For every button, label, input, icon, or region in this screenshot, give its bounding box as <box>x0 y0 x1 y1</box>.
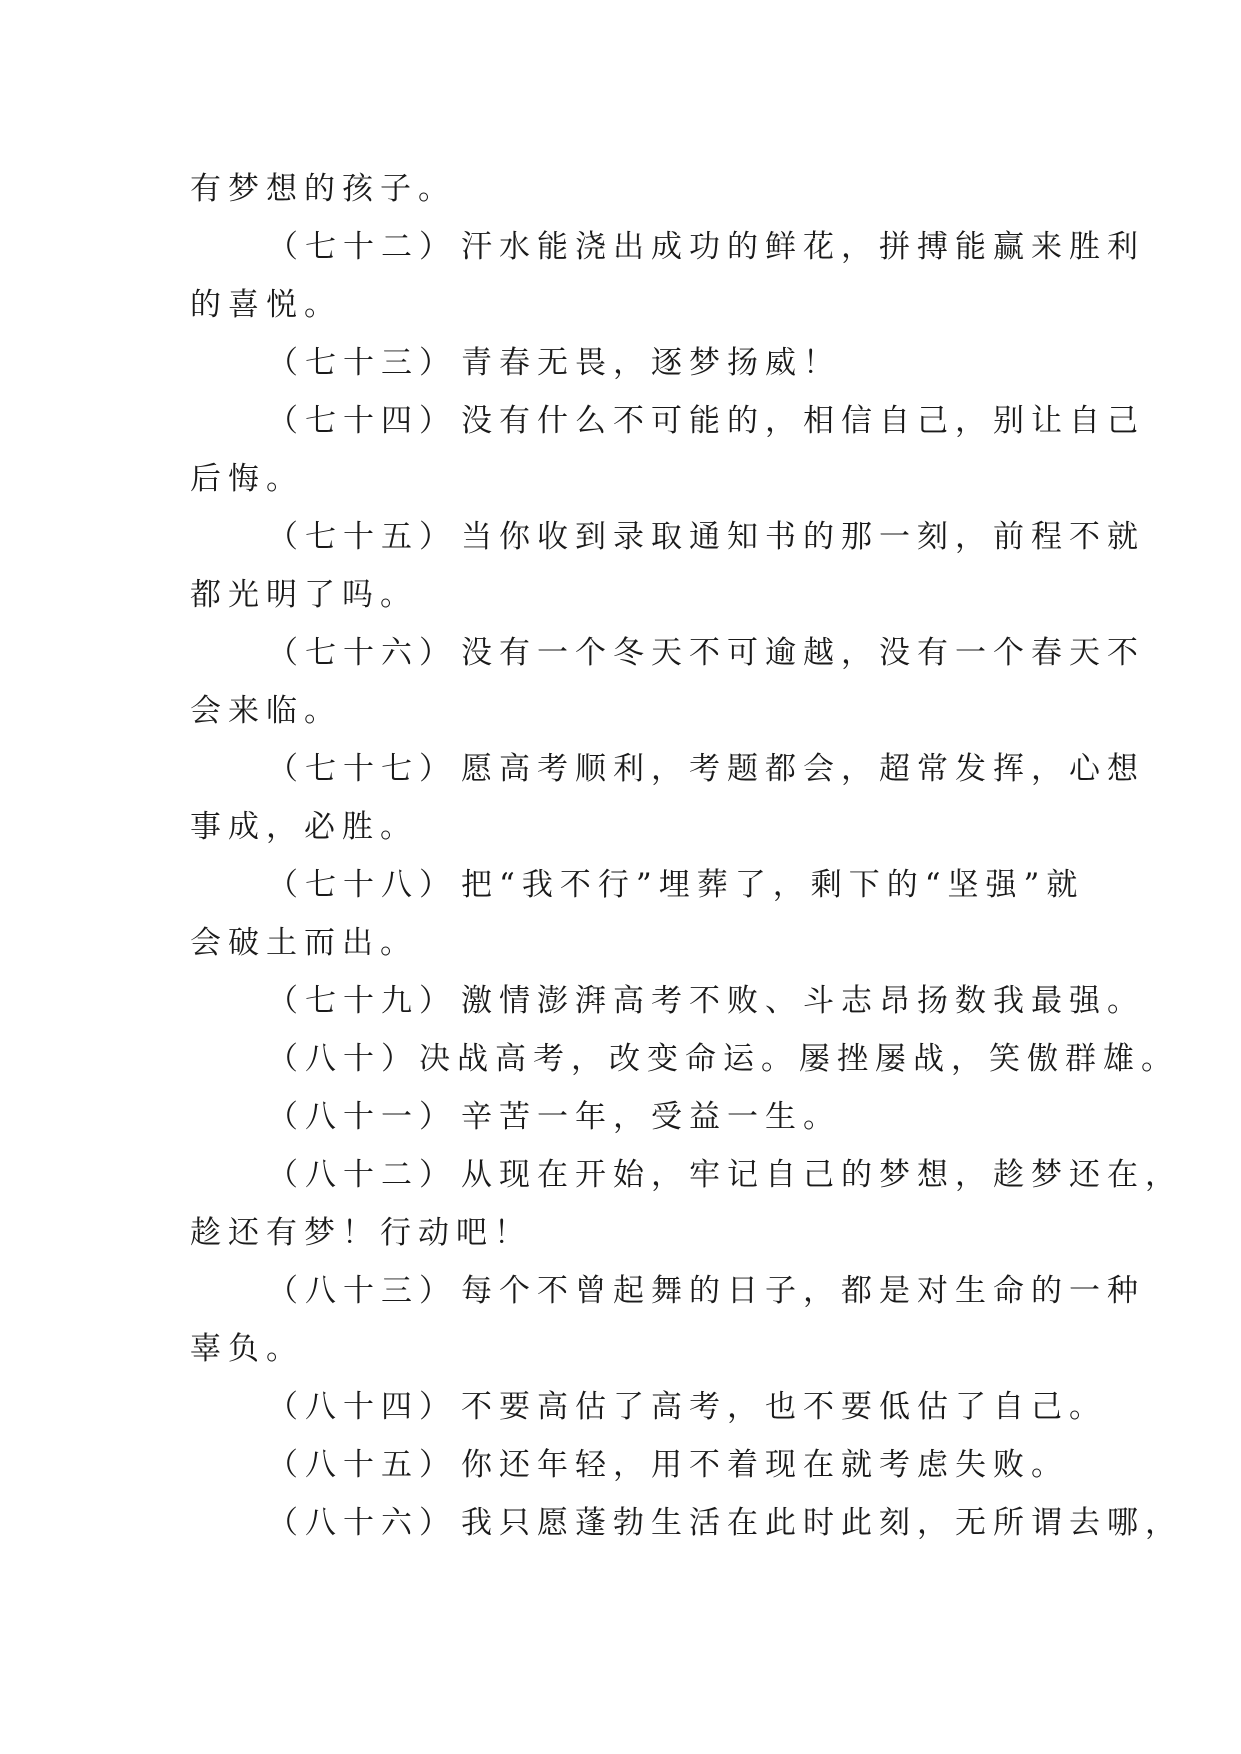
paragraph-line <box>190 972 1145 1030</box>
paragraph-line <box>190 1378 1107 1436</box>
item-text: 汗水能浇出成功的鲜花，拼搏能赢来胜利 <box>461 229 1145 265</box>
item-number: （七十七） <box>267 751 457 787</box>
item-text: 没有什么不可能的，相信自己，别让自己 <box>461 403 1145 439</box>
item-text: 没有一个冬天不可逾越，没有一个春天不 <box>461 635 1145 671</box>
paragraph-line <box>190 1146 1183 1204</box>
item-number: （七十五） <box>267 519 457 555</box>
paragraph-line <box>190 1088 1070 1146</box>
paragraph-line <box>190 1030 1179 1088</box>
item-number: （八十六） <box>267 1505 457 1541</box>
paragraph-line: 会破土而出。 <box>190 925 418 961</box>
item-number: （七十四） <box>267 403 457 439</box>
item-number: （八十四） <box>267 1389 457 1425</box>
item-text: 决战高考，改变命运。屡挫屡战，笑傲群雄。 <box>419 1041 1179 1077</box>
item-number: （八十二） <box>267 1157 457 1193</box>
text-body <box>190 160 1183 1552</box>
paragraph-line <box>190 1262 1145 1320</box>
paragraph-line <box>190 1436 1070 1494</box>
paragraph-line <box>190 218 1145 276</box>
paragraph-line <box>190 1494 1183 1552</box>
item-text: 青春无畏，逐梦扬威！ <box>461 345 841 381</box>
paragraph-line <box>190 508 1145 566</box>
item-number: （八十三） <box>267 1273 457 1309</box>
item-text: 激情澎湃高考不败、斗志昂扬数我最强。 <box>461 983 1145 1019</box>
item-number: （八十五） <box>267 1447 457 1483</box>
item-text: 不要高估了高考，也不要低估了自己。 <box>461 1389 1107 1425</box>
item-number: （七十八） <box>267 867 457 903</box>
paragraph-line: 事成，必胜。 <box>190 809 418 845</box>
paragraph-line: 有梦想的孩子。 <box>190 171 456 207</box>
paragraph-line <box>190 624 1145 682</box>
paragraph-line: 后悔。 <box>190 461 304 497</box>
paragraph-line: 趁还有梦！行动吧！ <box>190 1215 532 1251</box>
paragraph-line <box>190 392 1145 450</box>
paragraph-line: 都光明了吗。 <box>190 577 418 613</box>
item-number: （七十六） <box>267 635 457 671</box>
item-text: 当你收到录取通知书的那一刻，前程不就 <box>461 519 1145 555</box>
item-text: 辛苦一年，受益一生。 <box>461 1099 841 1135</box>
paragraph-line <box>190 334 1070 392</box>
item-text: 愿高考顺利，考题都会，超常发挥，心想 <box>461 751 1145 787</box>
item-text: 每个不曾起舞的日子，都是对生命的一种 <box>461 1273 1145 1309</box>
paragraph-line: 会来临。 <box>190 693 342 729</box>
item-text: 你还年轻，用不着现在就考虑失败。 <box>461 1447 1069 1483</box>
item-text: 从现在开始，牢记自己的梦想，趁梦还在， <box>461 1157 1183 1193</box>
item-number: （八十一） <box>267 1099 457 1135</box>
paragraph-line: 的喜悦。 <box>190 287 342 323</box>
item-number: （八十） <box>267 1041 419 1077</box>
paragraph-line: 辜负。 <box>190 1331 304 1367</box>
item-text: 我只愿蓬勃生活在此时此刻，无所谓去哪， <box>461 1505 1183 1541</box>
paragraph-line <box>190 740 1145 798</box>
paragraph-line <box>190 856 1085 914</box>
item-text: 把“我不行”埋葬了，剩下的“坚强”就 <box>461 867 1085 903</box>
item-number: （七十九） <box>267 983 457 1019</box>
item-number: （七十二） <box>267 229 457 265</box>
item-number: （七十三） <box>267 345 457 381</box>
